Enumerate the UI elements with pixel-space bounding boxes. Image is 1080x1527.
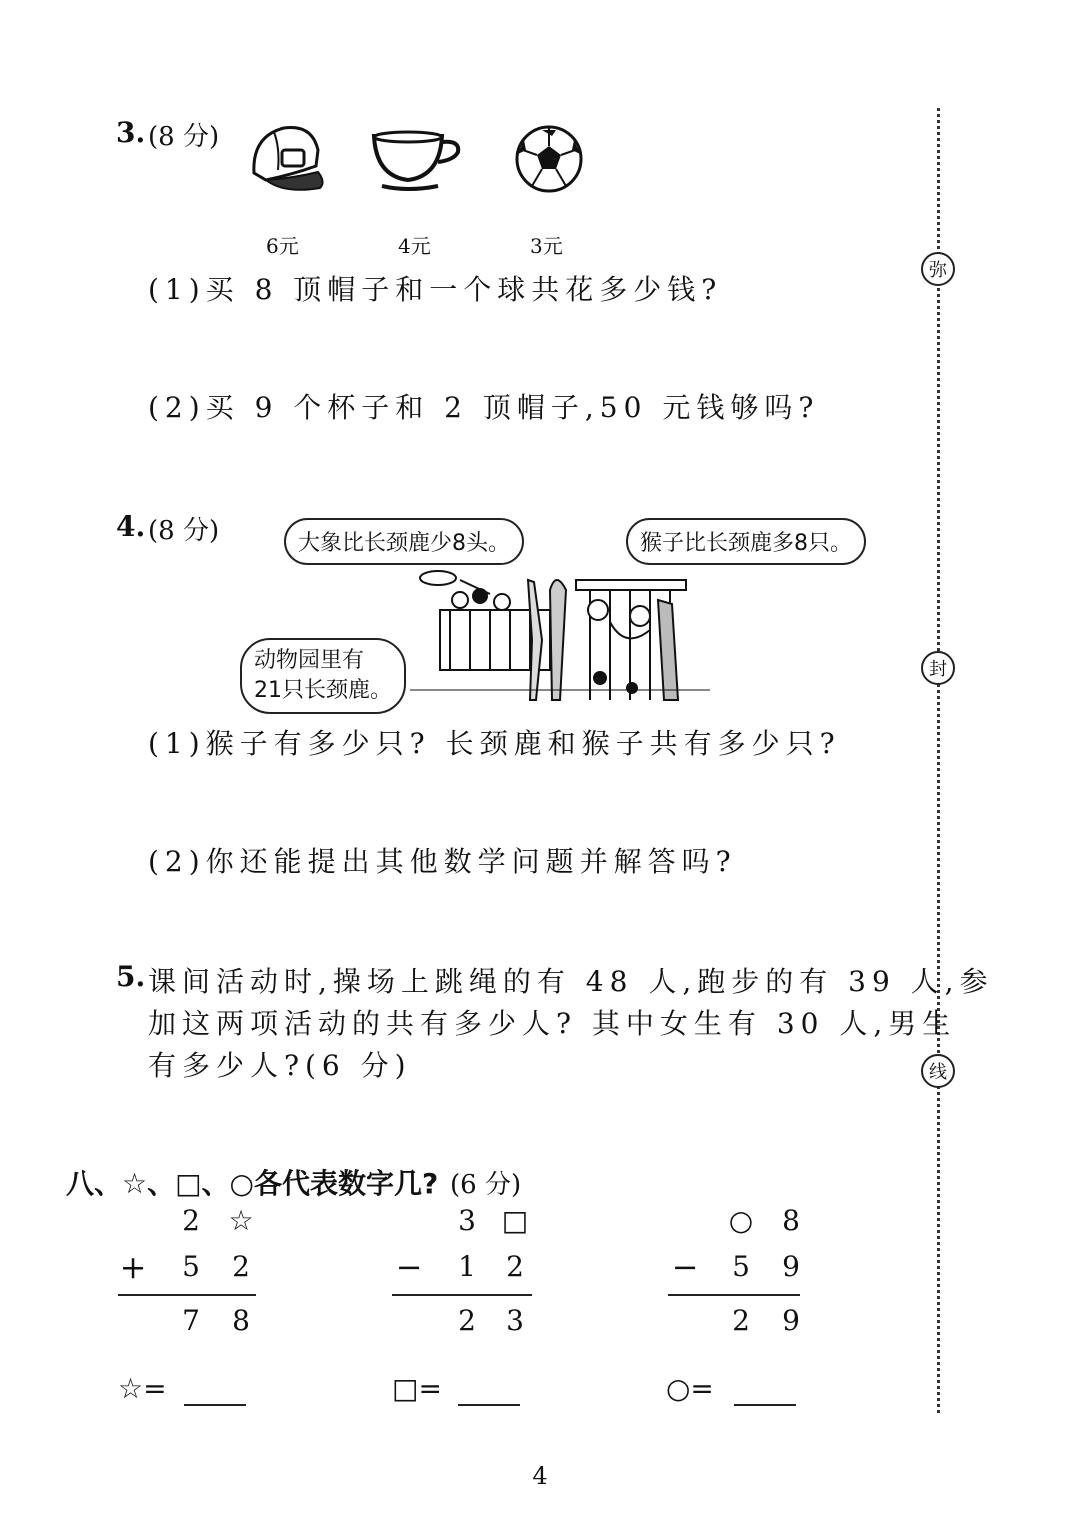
p3-top-tens: ○ [728,1204,754,1237]
p1-res-ones: 8 [232,1304,250,1337]
p1-mid-ones: 2 [232,1250,250,1283]
ball-price: 3元 [530,234,563,258]
p1-mid-tens: 5 [182,1250,200,1283]
p1-sum-line [118,1294,256,1296]
ball-icon [514,124,584,194]
speech-bubble-giraffe-line1: 动物园里有 [254,648,365,673]
q5-line1: 课间活动时,操场上跳绳的有 48 人,跑步的有 39 人,参 [148,965,994,998]
q5-line2: 加这两项活动的共有多少人? 其中女生有 30 人,男生 [148,1007,957,1040]
speech-bubble-giraffe [240,638,406,714]
speech-bubble-elephant: 大象比长颈鹿少8头。 [284,518,524,565]
p2-answer-label: □= [392,1372,442,1405]
binding-dotted-line [937,108,940,1413]
section8-score: (6 分) [450,1170,522,1200]
p2-res-ones: 3 [506,1304,524,1337]
p2-top-ones: □ [501,1204,529,1237]
p3-answer-label: ○= [666,1372,714,1405]
p2-answer-blank[interactable] [458,1404,520,1406]
cup-icon [368,128,464,194]
p2-res-tens: 2 [458,1304,476,1337]
q3-number: 3. [116,116,146,149]
q3-sub1: (1)买 8 顶帽子和一个球共花多少钱? [148,273,723,306]
p1-res-tens: 7 [182,1304,200,1337]
section8-title: 八、☆、□、○各代表数字几? [66,1167,439,1200]
p2-mid-ones: 2 [506,1250,524,1283]
q4-sub1: (1)猴子有多少只? 长颈鹿和猴子共有多少只? [148,727,841,760]
p3-operator: − [671,1248,699,1286]
p2-operator: − [395,1248,423,1286]
page-number: 4 [532,1462,548,1490]
speech-bubble-giraffe-line2: 21只长颈鹿。 [254,678,392,703]
q3-score: (8 分) [148,122,220,152]
q4-sub2: (2)你还能提出其他数学问题并解答吗? [148,845,737,878]
cup-price: 4元 [398,234,431,258]
binding-mark-feng: 封 [921,651,955,685]
p3-diff-line [668,1294,800,1296]
q5-number: 5. [116,960,146,993]
p3-answer-blank[interactable] [734,1404,796,1406]
p3-top-ones: 8 [782,1204,800,1237]
cap-icon [244,118,326,200]
p3-res-tens: 2 [732,1304,750,1337]
p1-answer-label: ☆= [118,1372,167,1405]
binding-mark-mi: 弥 [921,252,955,286]
p1-top-ones: ☆ [228,1204,254,1237]
p3-mid-tens: 5 [732,1250,750,1283]
binding-mark-xian: 线 [921,1054,955,1088]
q5-line3: 有多少人?(6 分) [148,1049,412,1082]
p1-answer-blank[interactable] [184,1404,246,1406]
q4-number: 4. [116,510,146,543]
p2-mid-tens: 1 [458,1250,476,1283]
p3-res-ones: 9 [782,1304,800,1337]
p2-diff-line [392,1294,532,1296]
zoo-illustration [410,560,710,710]
cap-price: 6元 [266,234,299,258]
p1-top-tens: 2 [182,1204,200,1237]
p1-operator: + [119,1248,147,1286]
q4-score: (8 分) [148,516,220,546]
p2-top-tens: 3 [458,1204,476,1237]
p3-mid-ones: 9 [782,1250,800,1283]
speech-bubble-monkey: 猴子比长颈鹿多8只。 [626,518,866,565]
q3-sub2: (2)买 9 个杯子和 2 顶帽子,50 元钱够吗? [148,391,820,424]
